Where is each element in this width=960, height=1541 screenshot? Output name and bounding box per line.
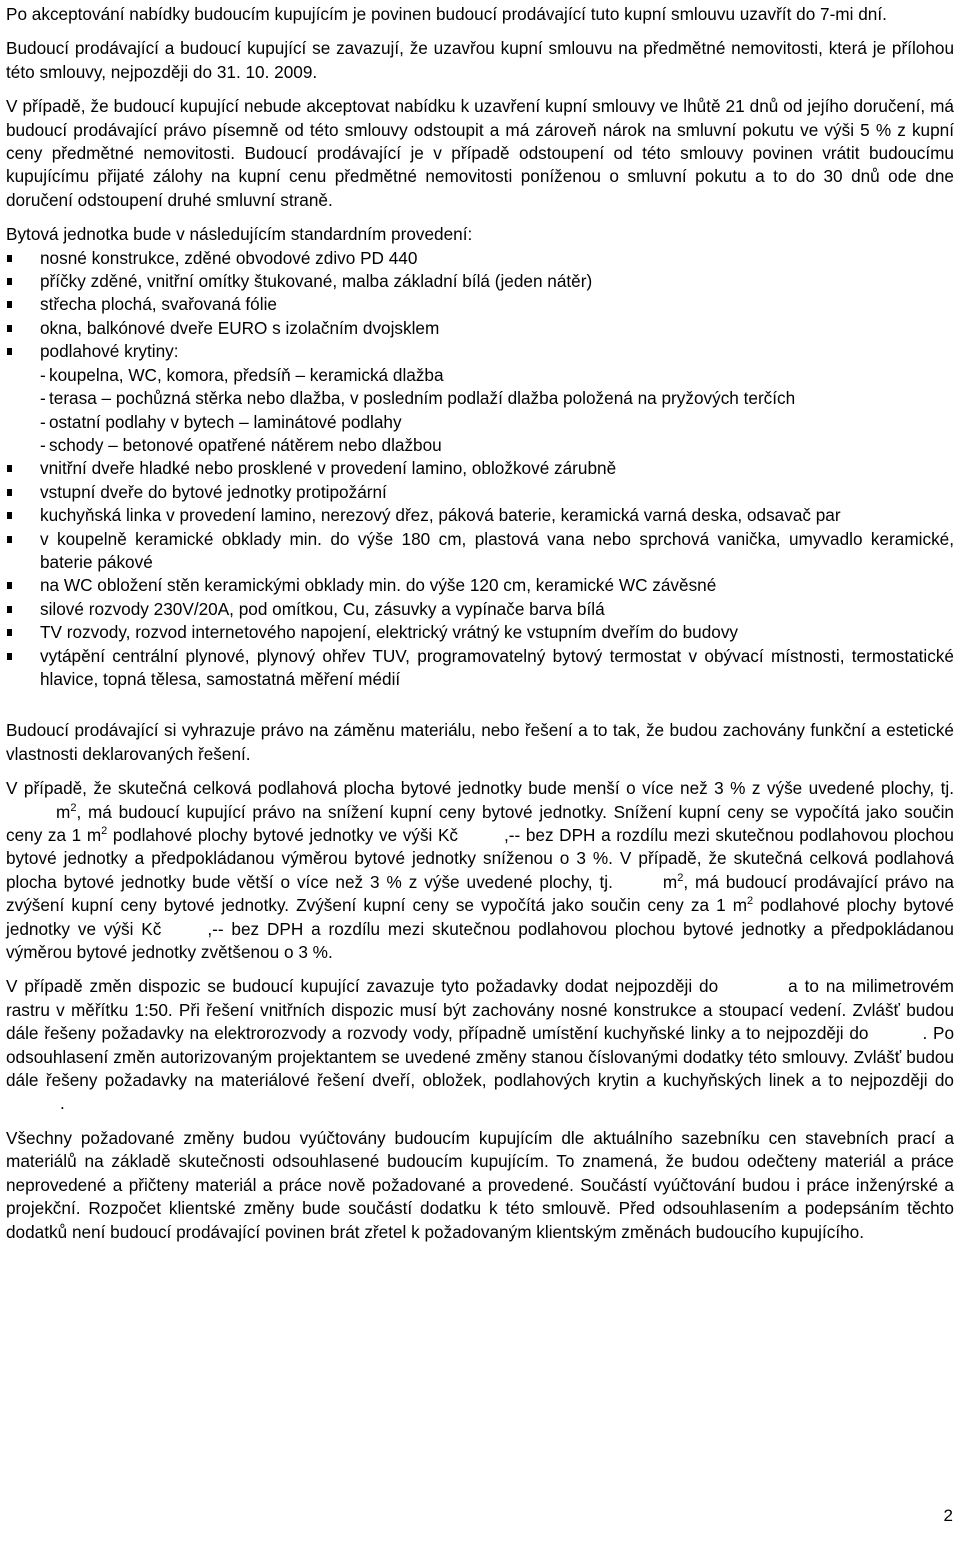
paragraph-billing: Všechny požadované změny budou vyúčtovány budoucím kupujícím dle aktuálního sazebníku cen stavebních prací a materiálů na základě skutečnosti odsouhlasené budoucím kupujícím. To znamená, že budou odečteny materiál a práce neprovedené a přičteny materiál a práce nově požadované a provedené. Součástí vyúčtování budou i práce inženýrské a projekční. Rozpočet klientské změny bude součástí dodatku k této smlouvě. Před odsouhlasením a podepsáním těchto dodatků není budoucí prodávající povinen brát zřetel k požadovaným klientským změnách budoucího kupujícího. — [6, 1127, 954, 1242]
bullet-icon — [7, 536, 12, 543]
list-item: TV rozvody, rozvod internetového napojení, elektrický vrátný ke vstupním dveřím do budovy — [6, 621, 954, 644]
bullet-icon — [7, 255, 12, 262]
specification-title: Bytová jednotka bude v následujícím standardním provedení: — [6, 224, 473, 245]
paragraph-withdrawal: V případě, že budoucí kupující nebude akceptovat nabídku k uzavření kupní smlouvy ve lhůtě 21 dnů od jejího doručení, má budoucí prodávající právo písemně od této smlouvy odstoupit a má zároveň nárok na smluvní pokutu ve výši 5 % z kupní ceny předmětné nemovitosti. Budoucí prodávající je v případě odstoupení od této smlouvy povinen vrátit budoucímu kupujícímu přijaté zálohy na kupní cenu předmětné nemovitosti poníženou o smluvní pokutu a to do 30 dnů ode dne doručení odstoupení druhé smluvní straně. — [6, 96, 954, 210]
list-item: okna, balkónové dveře EURO s izolačním dvojsklem — [6, 317, 954, 340]
bullet-icon — [7, 301, 12, 308]
sublist-item: - schody – betonové opatřené nátěrem nebo dlažbou — [6, 434, 954, 457]
page-number: 2 — [943, 1506, 953, 1525]
paragraph-contract-deadline: Budoucí prodávající a budoucí kupující se zavazují, že uzavřou kupní smlouvu na předmětné nemovitosti, která je přílohou této smlouvy, nejpozději do 31. 10. 2009. — [6, 38, 954, 82]
sublist-item: - ostatní podlahy v bytech – laminátové podlahy — [6, 411, 954, 434]
paragraph-layout-changes: V případě změn dispozic se budoucí kupující zavazuje tyto požadavky dodat nejpozději do a to na milimetrovém rastru v měřítku 1:50. Při řešení vnitřních dispozic musí být zachovány nosné konstrukce a stoupací vedení. Zvlášť budou dále řešeny požadavky na elektrorozvody a rozvody vody, případně umístění kuchyňské linky a to nejpozději do . Po odsouhlasení změn autorizovaným projektantem se uvedené změny stanou číslovanými dodatky této smlouvy. Zvlášť budou dále řešeny požadavky na materiálové řešení dveří, obložek, podlahových krytin a kuchyňských linek a to nejpozději do. — [6, 976, 955, 1114]
dash-marker: - — [40, 411, 46, 432]
list-item: vnitřní dveře hladké nebo prosklené v provedení lamino, obložkové zárubně — [6, 457, 954, 480]
list-item: na WC obložení stěn keramickými obklady min. do výše 120 cm, keramické WC závěsné — [6, 574, 954, 597]
bullet-icon — [7, 606, 12, 613]
list-item: v koupelně keramické obklady min. do výše 180 cm, plastová vana nebo sprchová vanička, umyvadlo keramické, baterie pákové — [6, 528, 954, 575]
list-item: nosné konstrukce, zděné obvodové zdivo PD 440 — [6, 247, 954, 270]
bullet-icon — [7, 325, 12, 332]
dash-marker: - — [40, 364, 46, 385]
paragraph-area-adjustment: V případě, že skutečná celková podlahová plocha bytové jednotky bude menší o více než 3 % z výše uvedené plochy, $tj.m^2$, má budoucí kupující právo na snížení kupní ceny bytové jednotky. Snížení kupní ceny se vypočítá jako součin ceny za 1 $m^2$ podlahové plochy bytové jednotky ve výši Kč ,-- bez DPH a rozdílu mezi skutečnou podlahovou plochou bytové jednotky a předpokládanou výměrou bytové jednotky sníženou o 3 %. V případě, že skutečná celková podlahová plocha bytové jednotky bude větší o více než 3 % z výše uvedené plochy, tj. $m^2$, má budoucí prodávající právo na zvýšení kupní ceny bytové jednotky. Zvýšení kupní ceny se vypočítá jako součin ceny za 1 $m^2$ podlahové plochy bytové jednotky ve výši Kč ,-- bez DPH a rozdílu mezi skutečnou podlahovou plochou bytové jednotky a předpokládanou výměrou bytové jednotky zvětšenou o 3 %. — [6, 778, 954, 963]
list-item: příčky zděné, vnitřní omítky štukované, malba základní bílá (jeden nátěr) — [6, 270, 954, 293]
dash-marker: - — [40, 388, 46, 409]
list-item: kuchyňská linka v provedení lamino, nerezový dřez, páková baterie, keramická varná deska, odsavač par — [6, 504, 954, 527]
bullet-icon — [7, 278, 12, 285]
list-item: střecha plochá, svařovaná fólie — [6, 293, 954, 316]
list-item: podlahové krytiny: - koupelna, WC, komora, předsíň – keramická dlažba - terasa – pochůzná stěrka nebo dlažba, v posledním podlaží dlažba položená na pryžových terčích - ostatní podlahy v bytech – laminátové podlahy - schody – betonové opatřené nátěrem nebo dlažbou — [6, 340, 954, 457]
floor-sublist — [40, 364, 954, 458]
specification-list — [6, 247, 954, 692]
list-item: vstupní dveře do bytové jednotky protipožární — [6, 481, 954, 504]
paragraph-acceptance: Po akceptování nabídky budoucím kupujícím je povinen budoucí prodávající tuto kupní smlouvu uzavřít do 7-mi dní. — [6, 4, 887, 24]
bullet-icon — [7, 582, 12, 589]
bullet-icon — [7, 465, 12, 472]
standard-specification — [6, 223, 954, 691]
list-item: silové rozvody 230V/20A, pod omítkou, Cu, zásuvky a vypínače barva bílá — [6, 598, 954, 621]
bullet-icon — [7, 348, 12, 355]
bullet-icon — [7, 512, 12, 519]
sublist-item: - terasa – pochůzná stěrka nebo dlažba, v posledním podlaží dlažba položená na pryžových terčích — [6, 387, 954, 410]
bullet-icon — [7, 629, 12, 636]
bullet-icon — [7, 489, 12, 496]
list-item: vytápění centrální plynové, plynový ohřev TUV, programovatelný bytový termostat v obývací místnosti, termostatické hlavice, topná tělesa, samostatná měření médií — [6, 645, 954, 692]
dash-marker: - — [40, 434, 46, 455]
sublist-item: - koupelna, WC, komora, předsíň – keramická dlažba — [6, 364, 954, 387]
bullet-icon — [7, 653, 12, 660]
paragraph-material-change: Budoucí prodávající si vyhrazuje právo na záměnu materiálu, nebo řešení a to tak, že budou zachovány funkční a estetické vlastnosti deklarovaných řešení. — [6, 720, 954, 764]
